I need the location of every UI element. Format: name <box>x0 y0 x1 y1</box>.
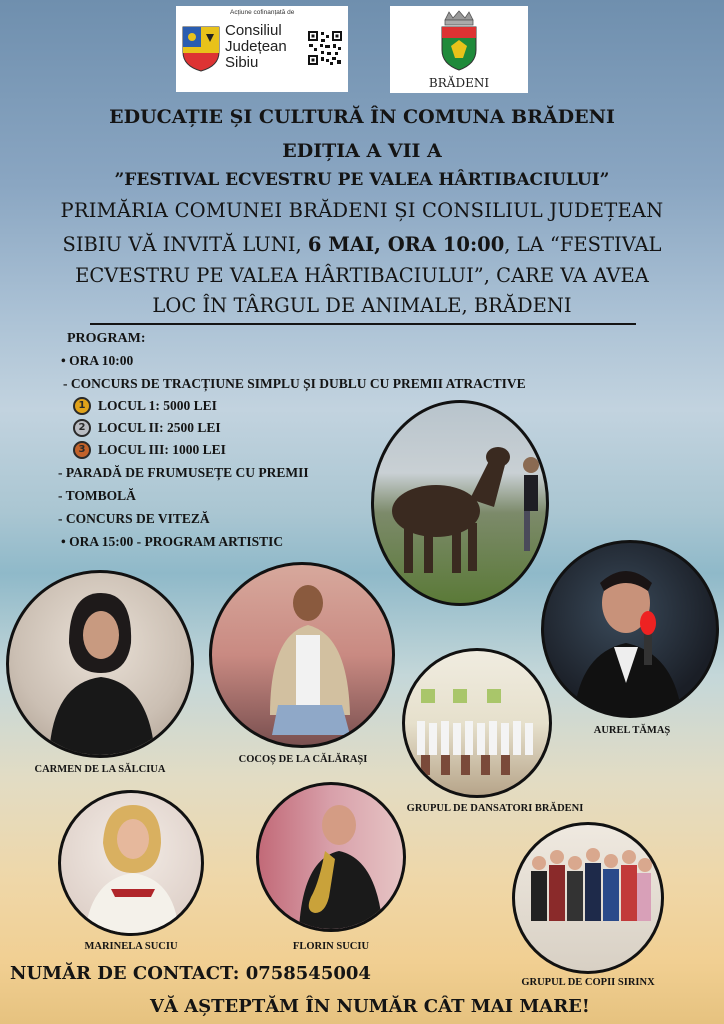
cj-sibiu-coat-of-arms-icon <box>182 26 220 72</box>
singer-microphone-icon <box>544 543 716 715</box>
program-item-concurs-viteza: - CONCURS DE VITEZĂ <box>58 511 210 526</box>
program-item-ora15: • ORA 15:00 - PROGRAM ARTISTIC <box>61 534 284 549</box>
program-item-concurs-tractiune: - CONCURS DE TRACȚIUNE SIMPLU ȘI DUBLU CU PREMII ATRACTIVE <box>63 376 526 391</box>
program-item-ora10: • ORA 10:00 <box>61 353 134 368</box>
singer-silhouette-icon <box>61 793 201 933</box>
bradeni-coat-of-arms-icon <box>439 10 479 72</box>
bronze-medal-icon: 3 <box>73 441 91 459</box>
program-prize-2: LOCUL II: 2500 LEI <box>98 420 221 435</box>
invite-line4: LOC ÎN TÂRGUL DE ANIMALE, BRĂDENI <box>152 294 572 317</box>
silver-medal-icon: 2 <box>73 419 91 437</box>
invite-date-time: 6 MAI, ORA 10:00 <box>307 233 505 256</box>
bradeni-name: BRĂDENI <box>428 76 490 90</box>
cj-name-line1: Consiliul <box>225 22 282 39</box>
closing-message: VĂ AȘTEPTĂM ÎN NUMĂR CÂT MAI MARE! <box>150 996 590 1017</box>
heading-line3: ”FESTIVAL ECVESTRU PE VALEA HÂRTIBACIULUI” <box>114 170 610 190</box>
invite-line2 <box>0 233 724 256</box>
aurel-photo <box>541 540 719 718</box>
program-title: PROGRAM: <box>67 331 146 346</box>
caption-aurel: AUREL TĂMAȘ <box>593 725 671 736</box>
program-item-tombola: - TOMBOLĂ <box>58 488 136 503</box>
horse-icon <box>374 403 546 603</box>
cj-tagline: Acțiune cofinanțată de <box>230 9 295 16</box>
caption-grup-dans: GRUPUL DE DANSATORI BRĂDENI <box>406 803 584 814</box>
caption-cocos: COCOȘ DE LA CĂLĂRAȘI <box>238 754 368 765</box>
invite-line2-a: SIBIU VĂ INVITĂ LUNI, <box>62 233 308 256</box>
dancers-group-icon <box>405 651 549 795</box>
marinela-photo <box>58 790 204 936</box>
gold-medal-icon: 1 <box>73 397 91 415</box>
contact-number: NUMĂR DE CONTACT: 0758545004 <box>10 963 371 984</box>
horse-photo <box>371 400 549 606</box>
invite-line3: ECVESTRU PE VALEA HÂRTIBACIULUI”, CARE VA AVEA <box>75 264 649 287</box>
caption-carmen: CARMEN DE LA SĂLCIUA <box>34 764 166 775</box>
program-prize-1: LOCUL 1: 5000 LEI <box>98 398 217 413</box>
heading-line2: EDIȚIA A VII A <box>282 140 442 162</box>
cj-name-line3: Sibiu <box>225 54 259 71</box>
qr-code-icon <box>307 30 343 66</box>
caption-grup-copii: GRUPUL DE COPII SIRINX <box>521 977 655 988</box>
program-prize-3: LOCUL III: 1000 LEI <box>98 442 226 457</box>
cocos-photo <box>209 562 395 748</box>
bradeni-logo <box>390 6 528 93</box>
heading-line1: EDUCAȚIE ȘI CULTURĂ ÎN COMUNA BRĂDENI <box>109 106 615 128</box>
singer-silhouette-icon <box>9 573 191 755</box>
program-item-parada: - PARADĂ DE FRUMUSEȚE CU PREMII <box>58 465 309 480</box>
invite-line2-c: , LA “FESTIVAL <box>504 233 662 256</box>
singer-silhouette-icon <box>212 565 392 745</box>
caption-marinela: MARINELA SUCIU <box>84 941 178 952</box>
invite-line1: PRIMĂRIA COMUNEI BRĂDENI ȘI CONSILIUL JUDEȚEAN <box>60 199 664 222</box>
cj-sibiu-logo <box>176 6 348 92</box>
divider-line <box>90 323 636 325</box>
cj-name-line2: Județean <box>225 38 287 55</box>
carmen-photo <box>6 570 194 758</box>
dance-group-photo <box>402 648 552 798</box>
children-group-icon <box>515 825 661 971</box>
children-group-photo <box>512 822 664 974</box>
caption-florin: FLORIN SUCIU <box>292 941 370 952</box>
